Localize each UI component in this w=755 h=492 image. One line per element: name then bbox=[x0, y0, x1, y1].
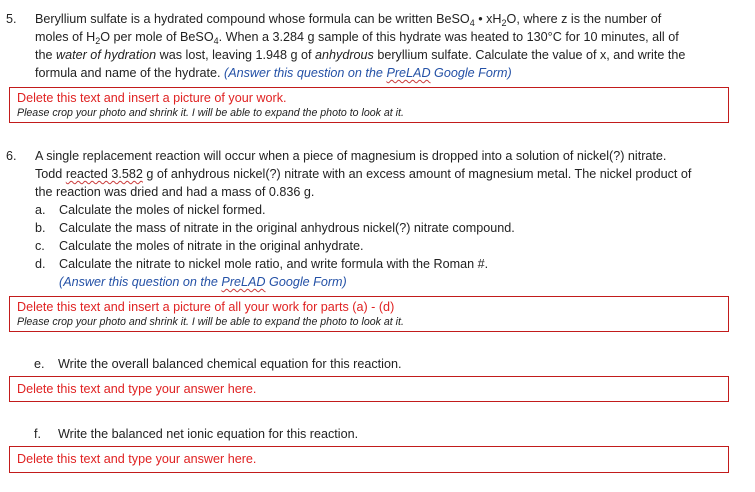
q5-prelad-link[interactable]: PreLAD bbox=[386, 66, 431, 80]
part-e-answer-box[interactable] bbox=[9, 376, 729, 402]
q6-part-f bbox=[34, 425, 358, 443]
q6-line2-a: Todd bbox=[35, 167, 66, 181]
part-label: d. bbox=[35, 257, 46, 271]
part-f-text: Write the balanced net ionic equation for this reaction. bbox=[58, 427, 359, 441]
q5-line1-sub1: 4 bbox=[469, 18, 475, 28]
part-f-label: f. bbox=[34, 427, 41, 441]
question-6-number: 6. bbox=[6, 149, 17, 163]
q5-line3-em1: water of hydration bbox=[56, 48, 157, 62]
part-e-box-instruction[interactable]: Delete this text and type your answer here. bbox=[17, 382, 257, 396]
q5-answer-note bbox=[224, 66, 512, 80]
q5-line2-c: . When a 3.284 g sample of this hydrate was heated to 130°C for 10 minutes, all of bbox=[218, 30, 679, 44]
q5-answer-post: Google Form) bbox=[430, 66, 512, 80]
q6-line1: A single replacement reaction will occur when a piece of magnesium is dropped into a solution of nickel(?) nitrate. bbox=[35, 149, 667, 163]
q5-box-note: Please crop your photo and shrink it. I will be able to expand the photo to look at it. bbox=[17, 107, 404, 119]
q5-line1-a: Beryllium sulfate is a hydrated compound whose formula can be written BeSO bbox=[35, 12, 470, 26]
part-text: Calculate the mass of nitrate in the original anhydrous nickel(?) nitrate compound. bbox=[59, 221, 515, 235]
q6-line2-flagged: reacted 3.582 bbox=[65, 167, 143, 181]
q6-part-e bbox=[34, 355, 401, 373]
q5-line2-sub1: 2 bbox=[95, 36, 101, 46]
list-item bbox=[35, 219, 734, 237]
q5-line3-b: was lost, leaving 1.948 g of bbox=[156, 48, 316, 62]
q6-line3: the reaction was dried and had a mass of 0.836 g. bbox=[35, 185, 315, 199]
question-6-text bbox=[35, 147, 734, 291]
q5-line1-b: • xH bbox=[474, 12, 502, 26]
q6-prelad-link[interactable]: PreLAD bbox=[221, 275, 266, 289]
part-label: c. bbox=[35, 239, 45, 253]
q5-line3-em2: anhydrous bbox=[315, 48, 374, 62]
q5-line1-c: O, where z is the number of bbox=[506, 12, 662, 26]
question-5-text bbox=[35, 10, 734, 82]
list-item bbox=[35, 201, 734, 219]
q5-line2-a: moles of H bbox=[35, 30, 96, 44]
q5-line3-c: beryllium sulfate. Calculate the value of x, and write the bbox=[373, 48, 686, 62]
q5-line2-sub2: 4 bbox=[213, 36, 219, 46]
question-5 bbox=[6, 10, 734, 82]
list-item bbox=[35, 237, 734, 255]
question-5-number: 5. bbox=[6, 12, 17, 26]
q6-answer-pre: (Answer this question on the bbox=[59, 275, 222, 289]
part-label: a. bbox=[35, 203, 46, 217]
q5-line2-b: O per mole of BeSO bbox=[100, 30, 214, 44]
q6-answer-box[interactable] bbox=[9, 296, 729, 332]
part-text: Calculate the nitrate to nickel mole ratio, and write formula with the Roman #. bbox=[59, 257, 489, 271]
part-text: Calculate the moles of nitrate in the original anhydrate. bbox=[59, 239, 364, 253]
q5-line1-sub2: 2 bbox=[501, 18, 507, 28]
q6-box-instruction[interactable]: Delete this text and insert a picture of all your work for parts (a) - (d) bbox=[17, 300, 395, 314]
q6-answer-note bbox=[35, 273, 734, 291]
q6-box-note: Please crop your photo and shrink it. I will be able to expand the photo to look at it. bbox=[17, 316, 404, 328]
q6-line2-b: g of anhydrous nickel(?) nitrate with an excess amount of magnesium metal. The nickel product of bbox=[142, 167, 692, 181]
question-6 bbox=[6, 147, 734, 291]
q6-parts-list bbox=[35, 201, 734, 291]
list-item bbox=[35, 255, 734, 273]
q5-line3-a: the bbox=[35, 48, 57, 62]
q5-line4: formula and name of the hydrate. bbox=[35, 66, 221, 80]
q5-answer-box[interactable] bbox=[9, 87, 729, 123]
part-e-text: Write the overall balanced chemical equation for this reaction. bbox=[58, 357, 402, 371]
part-f-answer-box[interactable] bbox=[9, 446, 729, 473]
part-e-label: e. bbox=[34, 357, 45, 371]
part-label: b. bbox=[35, 221, 46, 235]
part-text: Calculate the moles of nickel formed. bbox=[59, 203, 266, 217]
part-f-box-instruction[interactable]: Delete this text and type your answer here. bbox=[17, 452, 257, 466]
q5-box-instruction[interactable]: Delete this text and insert a picture of your work. bbox=[17, 91, 287, 105]
q5-answer-pre: (Answer this question on the bbox=[224, 66, 387, 80]
q6-answer-post: Google Form) bbox=[265, 275, 347, 289]
